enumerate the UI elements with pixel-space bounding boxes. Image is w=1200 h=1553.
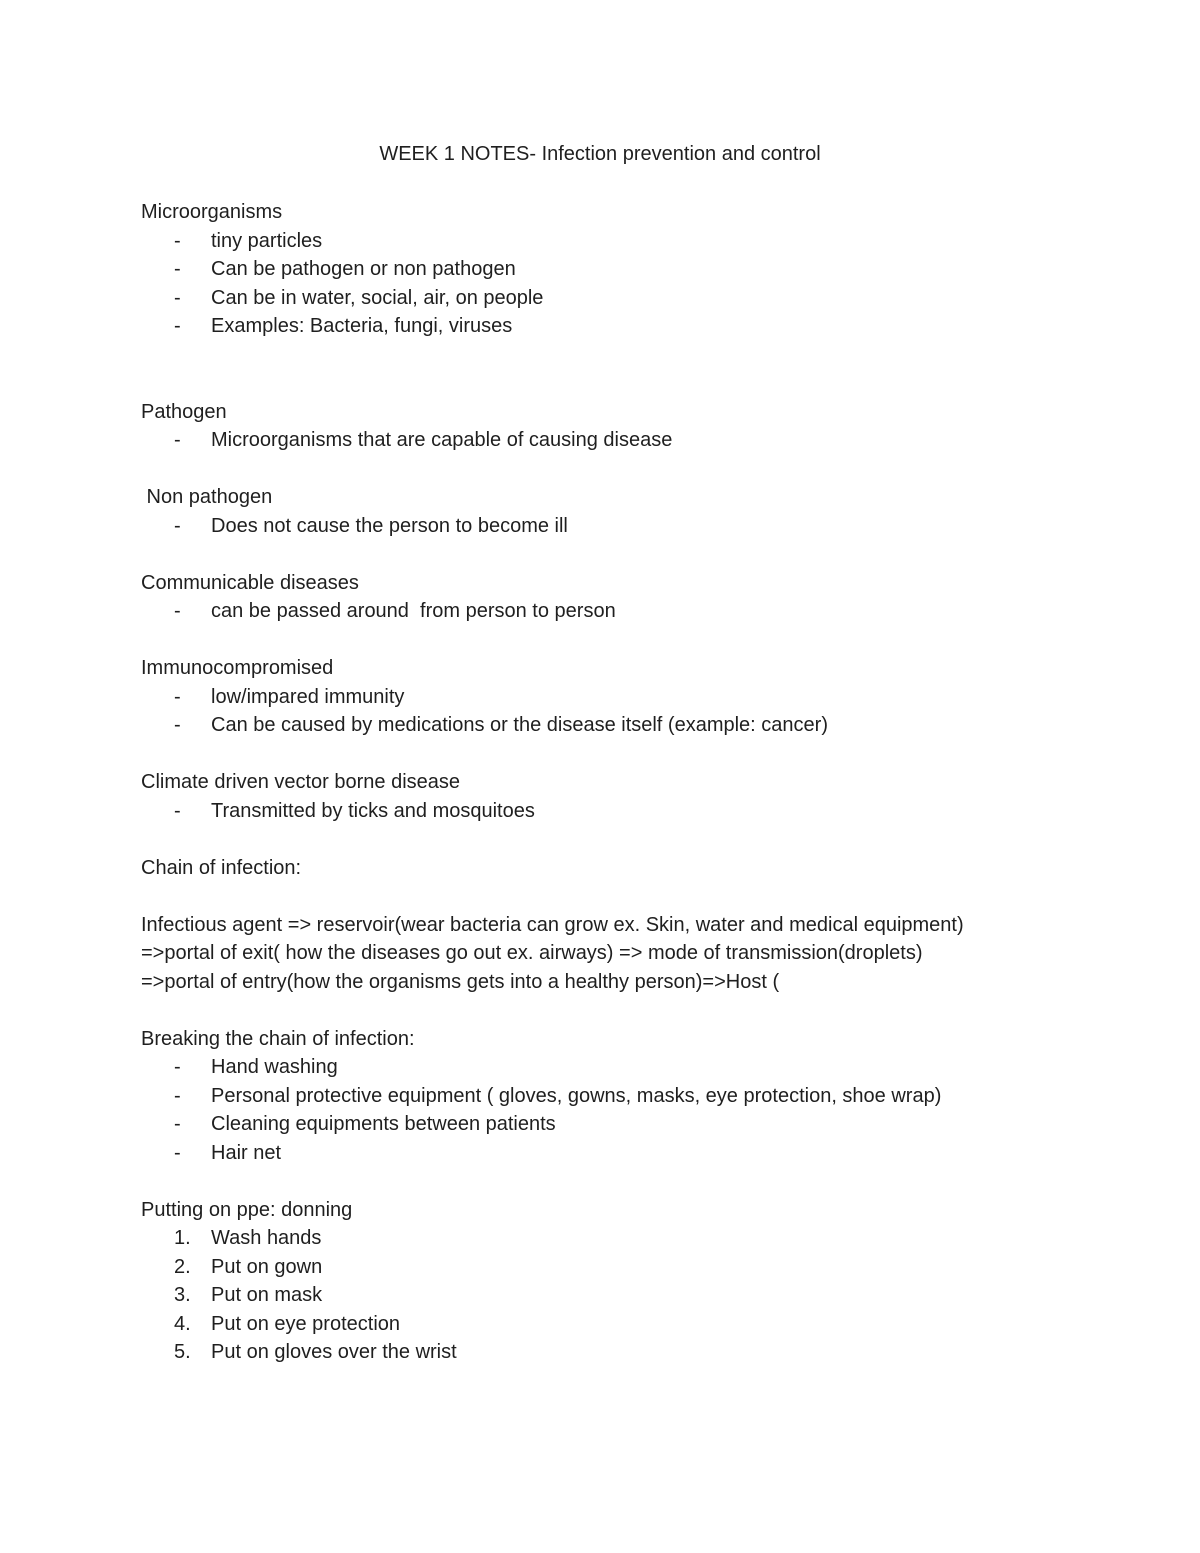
section-heading-non-pathogen: Non pathogen <box>141 486 273 508</box>
list-item: - Can be caused by medications or the disease itself (example: cancer) <box>141 711 1081 740</box>
bullet-dash: - <box>174 514 181 537</box>
list-number: 5. <box>174 1341 191 1363</box>
section-heading-immunocompromised: Immunocompromised <box>141 657 334 679</box>
bullet-dash: - <box>174 1141 181 1164</box>
bullet-dash: - <box>174 1056 181 1078</box>
bullet-dash: - <box>174 229 181 252</box>
list-item: - tiny particles <box>141 227 1081 256</box>
section-heading-microorganisms: Microorganisms <box>141 201 283 223</box>
bullet-dash: - <box>174 600 181 622</box>
paragraph-line: Infectious agent => reservoir(wear bacteria can grow ex. Skin, water and medical equipment) <box>141 913 964 936</box>
list-number: 1. <box>174 1227 191 1249</box>
list-item: - Does not cause the person to become ill <box>141 512 1081 541</box>
list-item: - can be passed around from person to person <box>141 597 1081 626</box>
numbered-list-item: 2. Put on gown <box>141 1253 1081 1282</box>
blank-line <box>141 740 1081 769</box>
bullet-dash: - <box>174 685 181 708</box>
list-item: - Microorganisms that are capable of causing disease <box>141 426 1081 455</box>
bullet-dash: - <box>174 1113 181 1135</box>
numbered-list-item: 4. Put on eye protection <box>141 1310 1081 1339</box>
bullet-dash: - <box>174 714 181 736</box>
bullet-dash: - <box>174 799 181 822</box>
bullet-dash: - <box>174 315 181 337</box>
section-heading-donning: Putting on ppe: donning <box>141 1198 353 1221</box>
blank-line <box>141 882 1081 911</box>
blank-line <box>141 1167 1081 1196</box>
section-heading-climate: Climate driven vector borne disease <box>141 771 461 793</box>
bullet-dash: - <box>174 286 181 309</box>
list-item: - Personal protective equipment ( gloves, gowns, masks, eye protection, shoe wrap) <box>141 1082 1081 1111</box>
blank-line <box>141 626 1081 655</box>
bullet-dash: - <box>174 429 181 451</box>
section-heading-breaking: Breaking the chain of infection: <box>141 1027 415 1050</box>
list-item: - Hair net <box>141 1139 1081 1168</box>
section-heading-pathogen: Pathogen <box>141 400 227 423</box>
list-item: - Can be pathogen or non pathogen <box>141 255 1081 284</box>
numbered-list-item: 1. Wash hands <box>141 1224 1081 1253</box>
numbered-list-item: 3. Put on mask <box>141 1281 1081 1310</box>
paragraph-line: =>portal of entry(how the organisms gets into a healthy person)=>Host ( <box>141 970 780 993</box>
blank-line <box>141 341 1081 370</box>
blank-line <box>141 540 1081 569</box>
paragraph-line: =>portal of exit( how the diseases go out ex. airways) => mode of transmission(droplets) <box>141 942 923 964</box>
list-number: 2. <box>174 1255 191 1278</box>
bullet-dash: - <box>174 258 181 280</box>
list-item: - Hand washing <box>141 1053 1081 1082</box>
list-number: 4. <box>174 1312 191 1335</box>
blank-line <box>141 996 1081 1025</box>
list-item: - Can be in water, social, air, on people <box>141 284 1081 313</box>
list-number: 3. <box>174 1284 191 1306</box>
list-item: - low/impared immunity <box>141 683 1081 712</box>
blank-line <box>141 825 1081 854</box>
blank-line <box>141 369 1081 398</box>
list-item: - Transmitted by ticks and mosquitoes <box>141 797 1081 826</box>
section-heading-communicable: Communicable diseases <box>141 571 359 594</box>
bullet-dash: - <box>174 1084 181 1107</box>
list-item: - Examples: Bacteria, fungi, viruses <box>141 312 1081 341</box>
numbered-list-item: 5. Put on gloves over the wrist <box>141 1338 1081 1367</box>
document-body <box>141 198 1081 1367</box>
blank-line <box>141 455 1081 484</box>
section-heading-chain: Chain of infection: <box>141 856 302 879</box>
document-title: WEEK 1 NOTES- Infection prevention and control <box>379 143 821 165</box>
list-item: - Cleaning equipments between patients <box>141 1110 1081 1139</box>
